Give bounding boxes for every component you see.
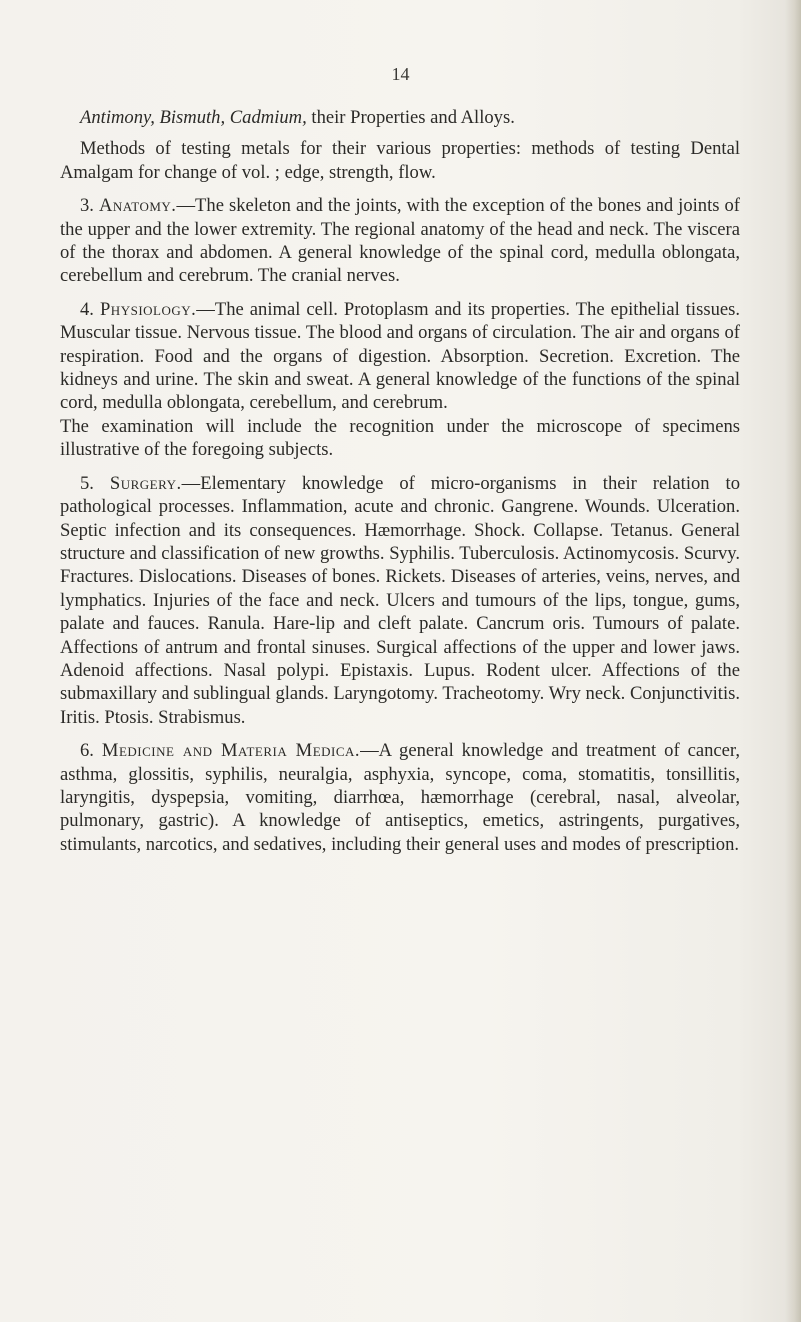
- section-number: 3.: [80, 195, 94, 217]
- section-text: —The animal cell. Protoplasm and its properties. The epithelial tissues. Muscular tissue. Nervous tissue. The blood and organs of circulation. The air and organs of respiration. Food and the organs of digestion. Absorption. Secretion. Excretion. The kidneys and urine. The skin and sweat. A general knowledge of the functions of the spinal cord, medulla oblongata, cerebellum, and cerebrum.: [60, 298, 741, 414]
- page-content: [60, 62, 740, 856]
- metals-heading: [60, 106, 740, 129]
- metals-heading-rest: their Properties and Alloys.: [306, 107, 515, 128]
- section-anatomy: [60, 194, 740, 288]
- physiology-examination-note: The examination will include the recognition under the microscope of specimens illustrative of the foregoing subjects.: [60, 415, 740, 461]
- section-medicine: [60, 739, 740, 856]
- section-number: 5.: [80, 472, 94, 494]
- section-title: Surgery.: [109, 472, 182, 494]
- section-text: —A general knowledge and treatment of cancer, asthma, glossitis, syphilis, neuralgia, asphyxia, syncope, coma, stomatitis, tonsillitis, laryngitis, dyspepsia, vomiting, diarrhœa, hæmorrhage (cerebral, nasal, alveolar, pulmonary, gastric). A knowledge of antiseptics, emetics, astringents, purgatives, stimulants, narcotics, and sedatives, including their general uses and modes of prescription.: [60, 740, 740, 855]
- section-title: Medicine and Materia Medica.: [101, 740, 361, 762]
- page-edge-shadow: [785, 0, 801, 1322]
- section-number: 4.: [80, 298, 94, 320]
- metals-paragraph: Methods of testing metals for their various properties: methods of testing Dental Amalgam for change of vol. ; edge, strength, flow.: [60, 138, 740, 183]
- section-text: —Elementary knowledge of micro-organisms in their relation to pathological processes. Inflammation, acute and chronic. Gangrene. Wounds. Ulceration. Septic infection and its consequences. Hæmorrhage. Shock. Collapse. Tetanus. General structure and classification of new growths. Syphilis. Tuberculosis. Actinomycosis. Scurvy. Fractures. Dislocations. Diseases of bones. Rickets. Diseases of arteries, veins, nerves, and lymphatics. Injuries of the face and neck. Ulcers and tumours of the lips, tongue, gums, palate and fauces. Ranula. Hare-lip and cleft palate. Cancrum oris. Tumours of palate. Affections of antrum and frontal sinuses. Surgical affections of the upper and lower jaws. Adenoid affections. Nasal polypi. Epistaxis. Lupus. Rodent ulcer. Affections of the submaxillary and sublingual glands. Laryngotomy. Tracheotomy. Wry neck. Conjunctivitis. Iritis. Ptosis. Strabismus.: [60, 472, 740, 728]
- section-physiology: [60, 298, 740, 415]
- section-number: 6.: [80, 740, 94, 762]
- section-title: Anatomy.: [98, 195, 177, 217]
- section-title: Physiology.: [99, 298, 197, 320]
- section-surgery: [60, 472, 740, 729]
- section-text: —The skeleton and the joints, with the exception of the bones and joints of the upper and the lower extremity. The regional anatomy of the head and neck. The viscera of the thorax and abdomen. A general knowledge of the spinal cord, medulla oblongata, cerebellum and cerebrum. The cranial nerves.: [60, 195, 740, 287]
- metals-heading-italic: Antimony, Bismuth, Cadmium,: [80, 107, 307, 128]
- page-number: 14: [391, 64, 410, 84]
